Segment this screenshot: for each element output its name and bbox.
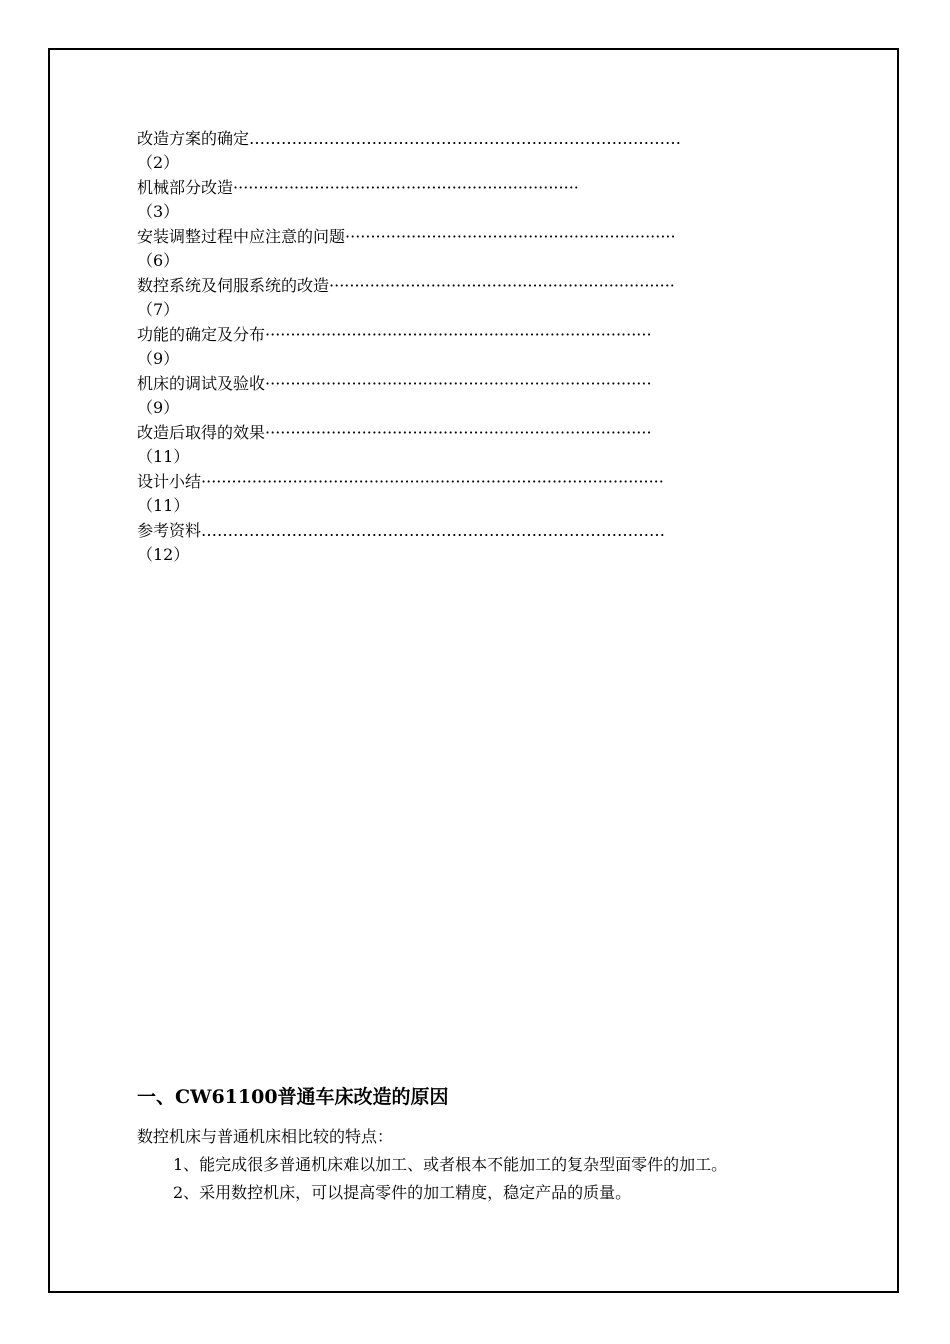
toc-leader-dots: ……………………………………………………………………………	[201, 521, 666, 540]
toc-page-number: （9）	[137, 349, 180, 368]
toc-entry-title: 设计小结	[137, 472, 202, 491]
toc-entry-line	[137, 322, 827, 347]
section-heading: 一、CW61100普通车床改造的原因	[137, 1086, 449, 1108]
toc-page-number: （6）	[137, 251, 180, 270]
toc-entry-line	[137, 175, 827, 200]
toc-entry	[137, 126, 827, 175]
toc-entry	[137, 175, 827, 224]
toc-page-number: （11）	[137, 496, 190, 515]
toc-leader-dots: ············································································	[265, 374, 652, 393]
toc-leader-dots: ············································································	[265, 325, 652, 344]
toc-entry-title: 改造后取得的效果	[137, 423, 266, 442]
toc-entry-line	[137, 126, 827, 151]
toc-entry-line	[137, 224, 827, 249]
toc-page-number: （11）	[137, 447, 190, 466]
toc-entry-line	[137, 469, 827, 494]
toc-entry-line	[137, 371, 827, 396]
table-of-contents	[137, 126, 827, 567]
toc-entry-line	[137, 518, 827, 543]
toc-page-number: （3）	[137, 202, 180, 221]
toc-page-number: （12）	[137, 545, 190, 564]
toc-page-number: （9）	[137, 398, 180, 417]
toc-leader-dots: ···························································································	[201, 472, 664, 491]
toc-entry-line	[137, 273, 827, 298]
toc-page-number: （7）	[137, 300, 180, 319]
section-reasons	[137, 1083, 817, 1207]
toc-leader-dots: ····································································	[233, 178, 579, 197]
toc-entry	[137, 371, 827, 420]
feature-point: 2、采用数控机床，可以提高零件的加工精度，稳定产品的质量。	[173, 1183, 632, 1202]
toc-entry	[137, 518, 827, 567]
toc-entry-title: 机床的调试及验收	[137, 374, 266, 393]
toc-leader-dots: ………………………………………………………………………	[249, 129, 682, 148]
toc-entry-title: 数控系统及伺服系统的改造	[137, 276, 330, 295]
toc-entry	[137, 469, 827, 518]
toc-entry-title: 参考资料	[137, 521, 202, 540]
toc-leader-dots: ············································································	[265, 423, 652, 442]
toc-entry	[137, 322, 827, 371]
toc-entry	[137, 224, 827, 273]
toc-page-number: （2）	[137, 153, 180, 172]
toc-entry-title: 机械部分改造	[137, 178, 234, 197]
toc-entry	[137, 420, 827, 469]
toc-leader-dots: ·································································	[345, 227, 676, 246]
section-intro: 数控机床与普通机床相比较的特点：	[137, 1127, 394, 1146]
toc-entry-line	[137, 420, 827, 445]
toc-leader-dots: ····································································	[329, 276, 675, 295]
toc-entry-title: 安装调整过程中应注意的问题	[137, 227, 346, 246]
toc-entry	[137, 273, 827, 322]
toc-entry-title: 功能的确定及分布	[137, 325, 266, 344]
feature-point: 1、能完成很多普通机床难以加工、或者根本不能加工的复杂型面零件的加工。	[173, 1155, 728, 1174]
toc-entry-title: 改造方案的确定	[137, 129, 250, 148]
